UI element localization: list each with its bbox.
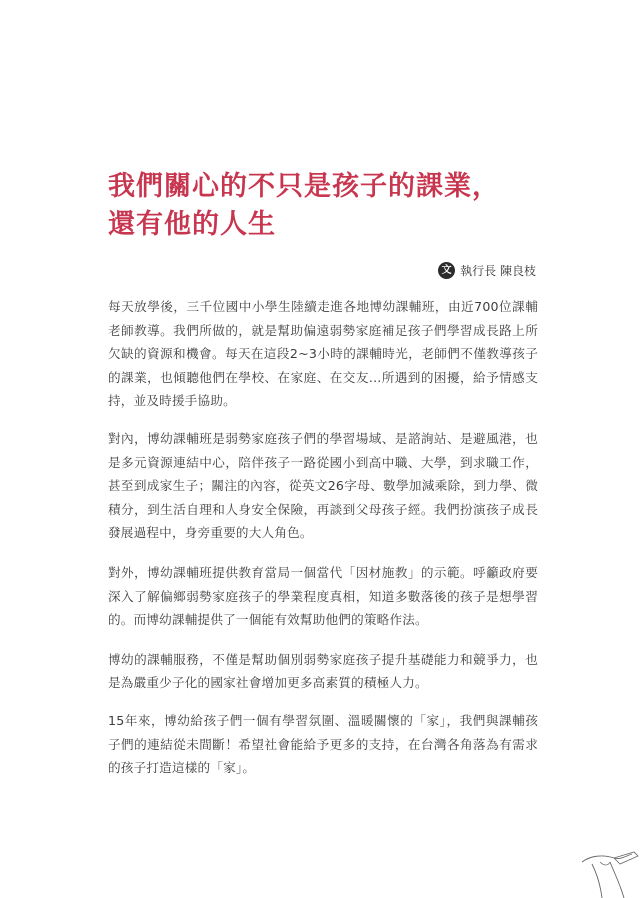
paragraph-1: 每天放學後，三千位國中小學生陸續走進各地博幼課輔班，由近700位課輔老師教導。我們所做的，就是幫助偏遠弱勢家庭補足孩子們學習成長路上所欠缺的資源和機會。每天在這段2~3小時的課輔時光，老師們不僅教導孩子的課業，也傾聽他們在學校、在家庭、在交友...所遇到的困擾，給予情感支持，並及時援手協助。: [108, 299, 538, 409]
paragraph-3: 對外，博幼課輔班提供教育當局一個當代「因材施教」的示範。呼籲政府要深入了解偏鄉弱勢家庭孩子的學業程度真相，知道多數落後的孩子是想學習的。而博幼課輔提供了一個能有效幫助他們的策略作法。: [108, 564, 538, 628]
title-line-2: 還有他的人生: [108, 209, 276, 240]
paragraph-4: 博幼的課輔服務，不僅是幫助個別弱勢家庭孩子提升基礎能力和競爭力，也是為嚴重少子化的國家社會增加更多高素質的積極人力。: [108, 651, 538, 691]
author-name: 執行長 陳良枝: [460, 264, 536, 278]
article-title: [108, 168, 548, 244]
byline: [438, 262, 536, 279]
hand-drawing-sketch-icon: [580, 842, 640, 898]
title-line-1: 我們關心的不只是孩子的課業，: [108, 171, 500, 202]
author-badge-icon: 文: [438, 262, 455, 279]
article-body: [108, 295, 538, 794]
paragraph-2: 對內，博幼課輔班是弱勢家庭孩子們的學習場域、是諮詢站、是避風港，也是多元資源連結中心，陪伴孩子一路從國小到高中職、大學，到求職工作，甚至到成家生子；關注的內容，從英文26字母、數學加減乘除，到力學、微積分，到生活自理和人身安全保險，再談到父母孩子經。我們扮演孩子成長發展過程中，身旁重要的大人角色。: [108, 430, 538, 541]
paragraph-5: 15年來，博幼給孩子們一個有學習氛圍、溫暖關懷的「家」，我們與課輔孩子們的連結從未間斷！希望社會能給予更多的支持，在台灣各角落為有需求的孩子打造這樣的「家」。: [108, 712, 538, 776]
